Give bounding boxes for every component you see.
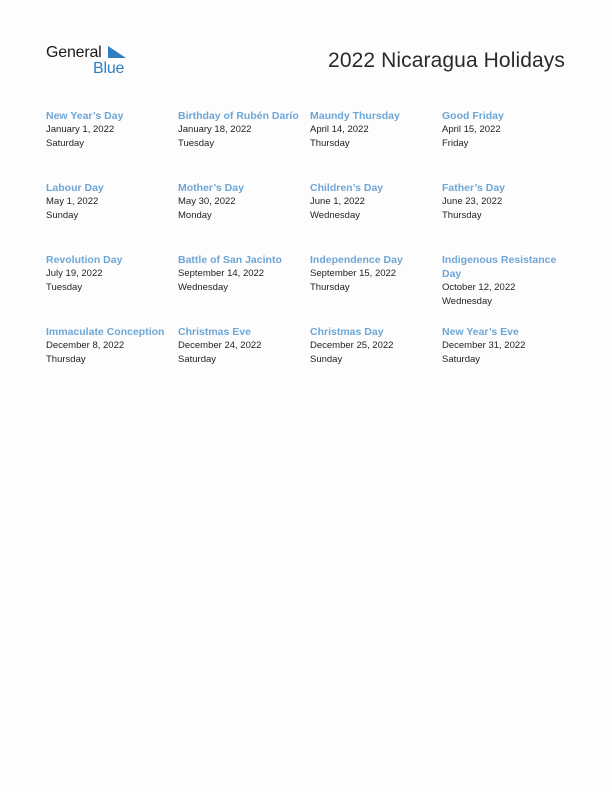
- holiday-name: Father’s Day: [442, 182, 506, 194]
- holiday-date: October 12, 2022: [442, 282, 516, 293]
- logo: [46, 44, 136, 80]
- holiday-name: Indigenous Resistance Day: [442, 254, 557, 280]
- holiday-date: June 1, 2022: [310, 196, 365, 207]
- holiday-weekday: Tuesday: [178, 138, 215, 149]
- holiday-item: [178, 109, 310, 181]
- holiday-name: Birthday of Rubén Darío: [178, 110, 299, 122]
- holiday-date: January 18, 2022: [178, 124, 252, 135]
- logo-word-blue: Blue: [93, 60, 125, 77]
- holiday-name: Immaculate Conception: [46, 326, 165, 338]
- holiday-date: May 1, 2022: [46, 196, 99, 207]
- holiday-weekday: Tuesday: [46, 282, 83, 293]
- holiday-weekday: Thursday: [46, 354, 86, 365]
- holiday-name: Labour Day: [46, 182, 104, 194]
- holiday-name: Battle of San Jacinto: [178, 254, 282, 266]
- holiday-weekday: Sunday: [310, 354, 343, 365]
- holiday-weekday: Saturday: [178, 354, 217, 365]
- holiday-name: Maundy Thursday: [310, 110, 400, 122]
- holiday-item: [310, 325, 442, 397]
- holiday-date: April 15, 2022: [442, 124, 501, 135]
- holiday-name: Revolution Day: [46, 254, 123, 266]
- logo-triangle-icon: [108, 46, 126, 60]
- holiday-item: [178, 253, 310, 325]
- logo-word-general: General: [46, 44, 102, 61]
- holiday-name: New Year’s Day: [46, 110, 124, 122]
- holiday-weekday: Sunday: [46, 210, 79, 221]
- holiday-weekday: Monday: [178, 210, 212, 221]
- holiday-name: Christmas Eve: [178, 326, 251, 338]
- holiday-item: [46, 109, 178, 181]
- holiday-weekday: Wednesday: [178, 282, 228, 293]
- holiday-name: New Year’s Eve: [442, 326, 519, 338]
- holiday-date: January 1, 2022: [46, 124, 115, 135]
- holiday-weekday: Friday: [442, 138, 469, 149]
- holiday-grid: [46, 109, 576, 397]
- holiday-date: May 30, 2022: [178, 196, 236, 207]
- holiday-weekday: Saturday: [46, 138, 85, 149]
- holiday-item: [178, 325, 310, 397]
- holiday-item: [442, 325, 576, 397]
- holiday-weekday: Wednesday: [310, 210, 360, 221]
- holiday-date: September 14, 2022: [178, 268, 265, 279]
- holiday-date: September 15, 2022: [310, 268, 397, 279]
- holiday-weekday: Wednesday: [442, 296, 492, 307]
- holiday-item: [310, 181, 442, 253]
- holiday-date: June 23, 2022: [442, 196, 503, 207]
- holiday-weekday: Thursday: [310, 138, 350, 149]
- holiday-name: Mother’s Day: [178, 182, 244, 194]
- holiday-name: Good Friday: [442, 110, 504, 122]
- holiday-item: [310, 109, 442, 181]
- holiday-weekday: Thursday: [442, 210, 482, 221]
- holiday-name: Christmas Day: [310, 326, 384, 338]
- holiday-weekday: Thursday: [310, 282, 350, 293]
- holiday-item: [46, 325, 178, 397]
- holiday-item: [46, 181, 178, 253]
- holiday-date: April 14, 2022: [310, 124, 369, 135]
- holiday-date: December 25, 2022: [310, 340, 394, 351]
- holiday-date: December 31, 2022: [442, 340, 526, 351]
- holiday-weekday: Saturday: [442, 354, 481, 365]
- holiday-item: [310, 253, 442, 325]
- holiday-name: Children’s Day: [310, 182, 384, 194]
- holiday-item: [178, 181, 310, 253]
- holiday-item: [442, 253, 576, 325]
- holiday-item: [442, 181, 576, 253]
- holiday-date: December 8, 2022: [46, 340, 125, 351]
- holiday-date: December 24, 2022: [178, 340, 262, 351]
- holiday-item: [46, 253, 178, 325]
- page-title: 2022 Nicaragua Holidays: [328, 49, 565, 72]
- holiday-date: July 19, 2022: [46, 268, 103, 279]
- holiday-name: Independence Day: [310, 254, 403, 266]
- holiday-item: [442, 109, 576, 181]
